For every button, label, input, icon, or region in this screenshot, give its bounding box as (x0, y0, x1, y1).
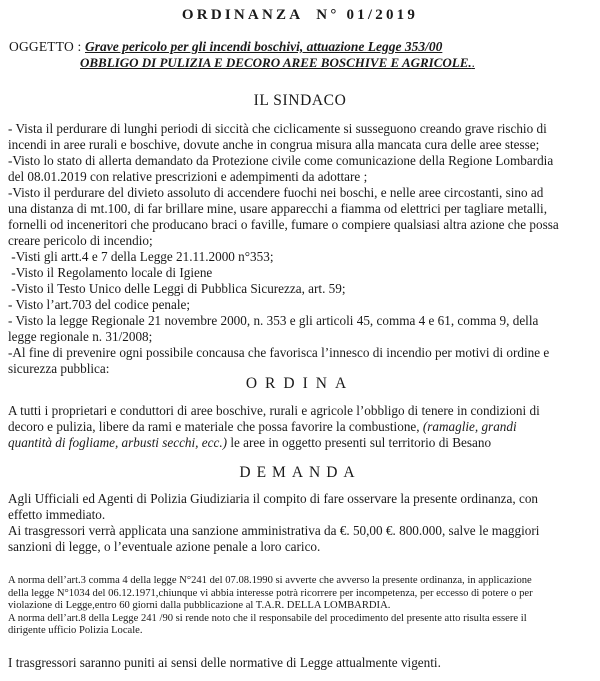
subject-line-2: OBBLIGO DI PULIZIA E DECORO AREE BOSCHIVE E AGRICOLE. (80, 55, 472, 70)
subject-block (9, 39, 594, 71)
consideration-line: una distanza di mt.100, di far brillare mine, usare apparecchi a fiamma od elettrici per tagliare metalli, (8, 201, 547, 216)
consideration-line: sicurezza pubblica: (8, 361, 110, 376)
consideration-line: -Visto il Testo Unico delle Leggi di Pubblica Sicurezza, art. 59; (8, 281, 346, 296)
delegates-line: Ai trasgressori verrà applicata una sanzione amministrativa da €. 50,00 €. 800.000, salve le maggiori (8, 523, 540, 538)
mayor-heading: IL SINDACO (253, 92, 347, 109)
orders-heading: ORDINA (245, 375, 355, 392)
orders-line-2-text: decoro e pulizia, libere da rami e materiale che possa favorire la combustione, (8, 419, 423, 434)
consideration-line: creare pericolo di incendio; (8, 233, 153, 248)
subject-label: OGGETTO : (9, 39, 85, 54)
delegates-line: sanzioni di legge, o l’eventuale azione penale a loro carico. (8, 539, 321, 554)
legal-note-line: violazione di Legge,entro 60 giorni dalla pubblicazione al T.A.R. DELLA LOMBARDIA. (8, 600, 391, 612)
consideration-line: fornelli od inceneritori che producano braci o faville, fumare o compiere qualsiasi altra azione che possa (8, 217, 559, 232)
delegates-text (8, 491, 592, 555)
consideration-line: -Visto lo stato di allerta demandato da Protezione civile come comunicazione della Regione Lombardia (8, 153, 554, 168)
consideration-line: del 08.01.2019 con relative prescrizioni e adempimenti da adottare ; (8, 169, 368, 184)
orders-line-2-italic: (ramaglie, grandi (422, 419, 517, 434)
consideration-line: - Visto l’art.703 del codice penale; (8, 297, 191, 312)
orders-line-1: A tutti i proprietari e conduttori di aree boschive, rurali e agricole l’obbligo di tenere in condizioni di (8, 403, 540, 418)
subject-line-2-wrap (80, 55, 594, 71)
consideration-line: -Visto il Regolamento locale di Igiene (8, 265, 213, 280)
legal-note-line: della legge N°1034 del 06.12.1971,chiunque vi abbia interesse potrà ricorrere per incompetenza, per eccesso di potere o per (8, 587, 533, 599)
orders-line-3 (8, 435, 592, 451)
delegates-line: effetto immediato. (8, 507, 106, 522)
orders-line-3-italic: quantità di fogliame, arbusti secchi, ecc.) (8, 435, 228, 450)
closing-statement: I trasgressori saranno puniti ai sensi delle normative di Legge attualmente vigenti. (8, 655, 441, 670)
delegates-line: Agli Ufficiali ed Agenti di Polizia Giudiziaria il compito di fare osservare la presente ordinanza, con (8, 491, 539, 506)
consideration-line: - Vista il perdurare di lunghi periodi di siccità che ciclicamente si susseguono creando grave rischio di (8, 121, 547, 136)
consideration-line: -Al fine di prevenire ogni possibile concausa che favorisca l’innesco di incendio per motivi di ordine e (8, 345, 550, 360)
subject-line-2-tail: . (471, 55, 475, 70)
orders-line-2 (8, 419, 592, 435)
orders-line-3-text: le aree in oggetto presenti sul territorio di Besano (227, 435, 492, 450)
consideration-line: legge regionale n. 31/2008; (8, 329, 153, 344)
legal-note-line: dirigente ufficio Polizia Locale. (8, 625, 143, 637)
legal-note-line: A norma dell’art.8 della Legge 241 /90 si rende noto che il responsabile del procedimento del presente atto risulta essere il (8, 612, 527, 624)
legal-notes (8, 575, 594, 638)
consideration-line: - Visto la legge Regionale 21 novembre 2000, n. 353 e gli articoli 45, comma 4 e 61, comma 9, della (8, 313, 539, 328)
considerations-list (8, 121, 592, 377)
consideration-line: incendi in aree rurali e boschive, dovute anche in congrua misura alla mancata cura delle aree stesse; (8, 137, 540, 152)
consideration-line: -Visto il perdurare del divieto assoluto di accendere fuochi nei boschi, e nelle aree circostanti, sino ad (8, 185, 544, 200)
delegates-heading: DEMANDA (239, 464, 361, 481)
subject-line-1: Grave pericolo per gli incendi boschivi, attuazione Legge 353/00 (85, 39, 443, 54)
consideration-line: -Visti gli artt.4 e 7 della Legge 21.11.2000 n°353; (8, 249, 274, 264)
orders-text (8, 403, 592, 451)
document-title: ORDINANZA N° 01/2019 (181, 7, 419, 23)
legal-note-line: A norma dell’art.3 comma 4 della legge N°241 del 07.08.1990 si avverte che avverso la presente ordinanza, in applicazione (8, 575, 532, 586)
